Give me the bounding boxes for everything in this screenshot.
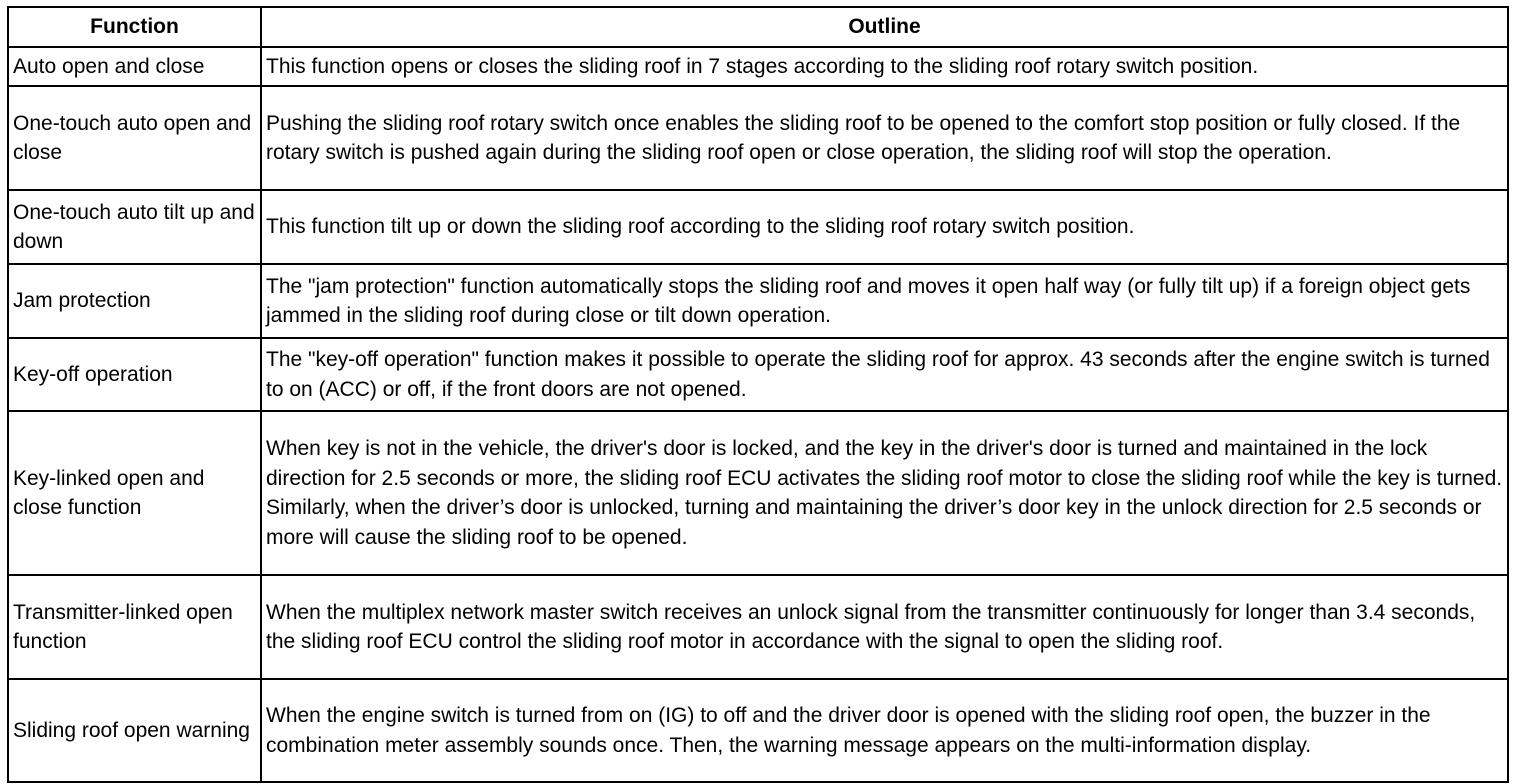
function-cell: One-touch auto open and close <box>8 86 261 190</box>
table-row <box>8 264 1508 338</box>
function-cell: Key-linked open and close function <box>8 411 261 575</box>
column-header-outline: Outline <box>261 7 1508 47</box>
table-header-row <box>8 7 1508 47</box>
table-row <box>8 338 1508 411</box>
outline-cell: This function opens or closes the sliding roof in 7 stages according to the sliding roof rotary switch position. <box>261 47 1508 86</box>
function-cell: Sliding roof open warning <box>8 679 261 782</box>
table-row <box>8 575 1508 679</box>
table-row <box>8 411 1508 575</box>
function-cell: Transmitter-linked open function <box>8 575 261 679</box>
table-row <box>8 86 1508 190</box>
column-header-function: Function <box>8 7 261 47</box>
function-cell: Jam protection <box>8 264 261 338</box>
table-row <box>8 190 1508 264</box>
function-outline-table-container <box>7 6 1507 783</box>
outline-cell: When the multiplex network master switch receives an unlock signal from the transmitter continuously for longer than 3.4 seconds, the sliding roof ECU control the sliding roof motor in accordance with the signal to open the sliding roof. <box>261 575 1508 679</box>
function-cell: Auto open and close <box>8 47 261 86</box>
function-cell: One-touch auto tilt up and down <box>8 190 261 264</box>
table-row <box>8 47 1508 86</box>
outline-cell: When key is not in the vehicle, the driver's door is locked, and the key in the driver's door is turned and maintained in the lock direction for 2.5 seconds or more, the sliding roof ECU activates the sliding roof motor to close the sliding roof while the key is turned. Similarly, when the driver’s door is unlocked, turning and maintaining the driver’s door key in the unlock direction for 2.5 seconds or more will cause the sliding roof to be opened. <box>261 411 1508 575</box>
function-cell: Key-off operation <box>8 338 261 411</box>
outline-cell: The "key-off operation" function makes it possible to operate the sliding roof for approx. 43 seconds after the engine switch is turned to on (ACC) or off, if the front doors are not opened. <box>261 338 1508 411</box>
outline-cell: When the engine switch is turned from on (IG) to off and the driver door is opened with the sliding roof open, the buzzer in the combination meter assembly sounds once. Then, the warning message appears on the multi-information display. <box>261 679 1508 782</box>
function-outline-table <box>7 6 1509 783</box>
outline-cell: This function tilt up or down the sliding roof according to the sliding roof rotary switch position. <box>261 190 1508 264</box>
table-row <box>8 679 1508 782</box>
outline-cell: Pushing the sliding roof rotary switch once enables the sliding roof to be opened to the comfort stop position or fully closed. If the rotary switch is pushed again during the sliding roof open or close operation, the sliding roof will stop the operation. <box>261 86 1508 190</box>
outline-cell: The "jam protection" function automatically stops the sliding roof and moves it open half way (or fully tilt up) if a foreign object gets jammed in the sliding roof during close or tilt down operation. <box>261 264 1508 338</box>
